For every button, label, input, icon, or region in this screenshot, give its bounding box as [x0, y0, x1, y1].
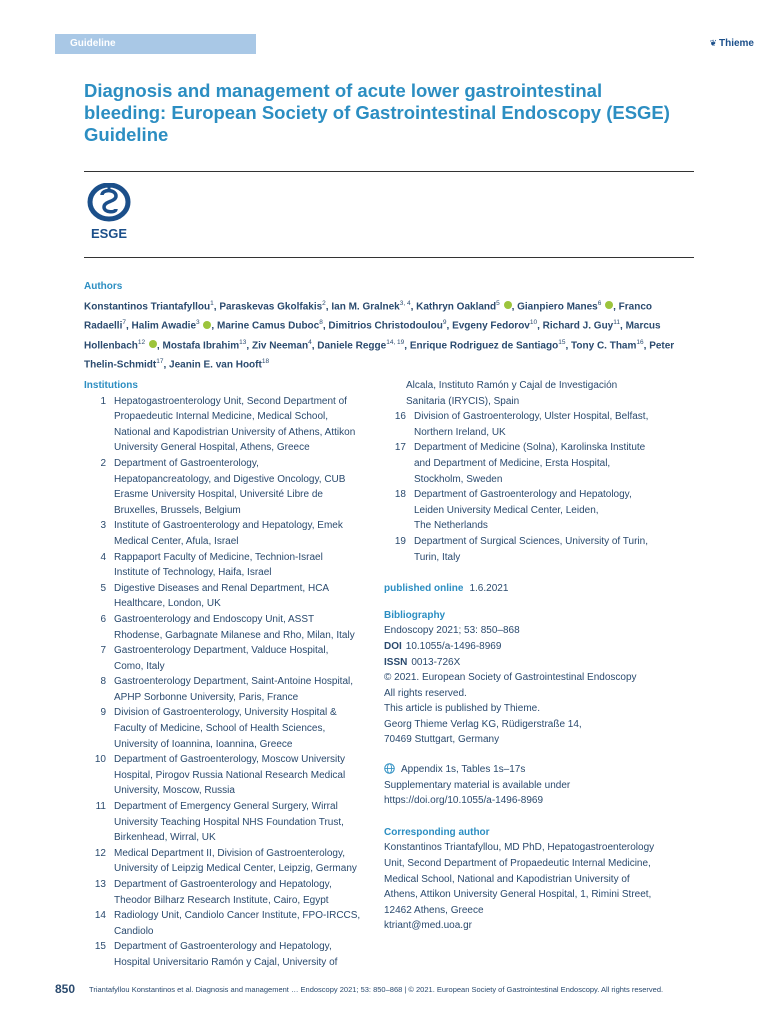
- institution-text: [114, 612, 374, 643]
- institution-line: Department of Surgical Sciences, University of Turin,: [414, 535, 648, 547]
- author-affiliation: 4: [308, 338, 312, 346]
- institution-line: Division of Gastroenterology, University Hospital &: [114, 707, 337, 719]
- orcid-icon[interactable]: [203, 321, 211, 329]
- author-affiliation: 5: [496, 300, 500, 307]
- institution-text: [414, 409, 689, 440]
- author-affiliation: 10: [529, 319, 538, 327]
- institution-line: and Department of Medicine, Ersta Hospital,: [414, 457, 611, 469]
- institution-number: 4: [100, 551, 106, 563]
- institution-text: [114, 799, 374, 846]
- institution-line: Medical Department II, Division of Gastroenterology,: [114, 847, 346, 859]
- institution-item: [84, 752, 374, 799]
- institution-line: Hepatogastroenterology Unit, Second Department of: [114, 395, 347, 407]
- footer-citation: Triantafyllou Konstantinos et al. Diagnosis and management … Endoscopy 2021; 53: 850–868 | © 2021. European Society of Gastrointestinal Endoscopy. All rights reserved.: [89, 985, 664, 994]
- institution-item: [84, 908, 374, 939]
- right-column: [384, 378, 689, 934]
- author-name: Enrique Rodriguez de Santiago: [409, 339, 559, 351]
- institution-line: Radiology Unit, Candiolo Cancer Institute, FPO-IRCCS,: [114, 910, 361, 922]
- institution-text: [114, 456, 374, 518]
- institution-item: [84, 518, 374, 549]
- institution-line: Medical Center, Afula, Israel: [114, 535, 239, 547]
- author-affiliation: 3, 4: [399, 300, 411, 307]
- author-email[interactable]: ktriant@med.uoa.gr: [384, 920, 472, 932]
- author-name: Tony C. Tham: [571, 339, 637, 351]
- institution-line: Stockholm, Sweden: [414, 473, 503, 485]
- author-name: Franco Radaelli: [84, 301, 653, 332]
- institution-line: Candiolo: [114, 925, 154, 937]
- citation: Endoscopy 2021; 53: 850–868: [384, 625, 520, 637]
- author-name: Ziv Neeman: [251, 339, 309, 351]
- corresponding-line: Konstantinos Triantafyllou, MD PhD, Hepatogastroenterology: [384, 842, 655, 854]
- institution-line: Department of Gastroenterology, Moscow University: [114, 754, 346, 766]
- divider-authors: [84, 257, 694, 258]
- author-affiliation: 2: [322, 300, 326, 307]
- doi-label: DOI: [384, 640, 402, 652]
- author-affiliation: 9: [442, 319, 447, 327]
- doi-line: [384, 639, 689, 655]
- author-name: Paraskevas Gkolfakis: [219, 301, 323, 313]
- page-footer: [55, 982, 715, 996]
- institution-text: [114, 581, 374, 612]
- institution-line: Theodor Bilharz Research Institute, Cairo, Egypt: [114, 894, 329, 906]
- institution-item: [84, 394, 374, 456]
- appendix-text: Appendix 1s, Tables 1s–17s: [401, 764, 526, 776]
- institution-line: Division of Gastroenterology, Ulster Hospital, Belfast,: [414, 411, 649, 423]
- institutions-list-left: [84, 394, 374, 971]
- author-name: Peter Thelin-Schmidt: [84, 339, 675, 371]
- author-affiliation: 1: [210, 300, 214, 307]
- institution-line: Faculty of Medicine, School of Health Sciences,: [114, 723, 326, 735]
- globe-icon: [384, 763, 395, 774]
- institution-item: [84, 612, 374, 643]
- author-name: Kathryn Oakland: [416, 301, 497, 313]
- institution-text: [114, 674, 374, 705]
- institution-text: [414, 440, 689, 487]
- corresponding-author: [384, 825, 689, 934]
- author-name: Ian M. Gralnek: [331, 301, 400, 313]
- author-affiliation: 7: [122, 319, 126, 327]
- institution-item: [84, 799, 374, 846]
- institution-line: Hospital, Pirogov Russia National Research Medical: [114, 769, 346, 781]
- author-name: Marcus Hollenbach: [84, 320, 661, 351]
- institution-text: [114, 877, 374, 908]
- institution-item: [384, 534, 689, 565]
- institution-line: Leiden University Medical Center, Leiden,: [414, 504, 599, 516]
- section-label-band: [55, 34, 256, 54]
- institution-item: [384, 440, 689, 487]
- institution-line: Propaedeutic Internal Medicine, Medical School,: [114, 411, 329, 423]
- author-name: Mostafa Ibrahim: [162, 339, 240, 351]
- publisher-city: 70469 Stuttgart, Germany: [384, 734, 500, 746]
- institution-number: 8: [100, 676, 106, 688]
- orcid-icon[interactable]: [149, 340, 157, 348]
- authors-heading: Authors: [84, 281, 123, 292]
- corresponding-heading: Corresponding author: [384, 826, 490, 838]
- author-name: Gianpiero Manes: [517, 301, 598, 313]
- institution-text: [414, 534, 689, 565]
- publisher-logo: [709, 38, 754, 49]
- institution-line: Sanitaria (IRYCIS), Spain: [406, 395, 520, 407]
- supplementary-url[interactable]: https://doi.org/10.1055/a-1496-8969: [384, 795, 544, 807]
- institution-line: Hospital Universitario Ramón y Cajal, University of: [114, 956, 338, 968]
- institution-line: University of Ioannina, Ioannina, Greece: [114, 738, 293, 750]
- corresponding-details: [384, 840, 689, 934]
- author-name: Richard J. Guy: [542, 320, 614, 332]
- institution-item: [84, 674, 374, 705]
- institution-number: 14: [94, 910, 106, 922]
- institution-number: 16: [394, 411, 406, 423]
- institutions-list-right: [384, 409, 689, 565]
- institution-text: [414, 487, 689, 534]
- published-by: This article is published by Thieme.: [384, 703, 540, 715]
- author-list: Konstantinos Triantafyllou$^1$, Paraskevas Gkolfakis$^2$, Ian M. Gralnek$^{3, 4}$, Kathryn Oakland$^5$ , Gianpiero Manes$^6$ , Franco Radaelli$^7$, Halim Awadie$^3$ , Marine Camus Duboc$^8$, Dimitrios Christodoulou$^9$, Evgeny Fedorov$^{10}$, Richard J. Guy$^{11}$, Marcus Hollenbach$^{12}$ , Mostafa Ibrahim$^{13}$, Ziv Neeman$^4$, Daniele Regge$^{14, 19}$, Enrique Rodriguez de Santiago$^{15}$, Tony C. Tham$^{16}$, Peter Thelin-Schmidt$^{17}$, Jeanin E. van Hooft$^{18}$: [84, 300, 675, 371]
- institution-line: Department of Gastroenterology and Hepatology,: [114, 941, 332, 953]
- institution-item: [84, 705, 374, 752]
- copyright: © 2021. European Society of Gastrointestinal Endoscopy: [384, 672, 637, 684]
- institution-line: University General Hospital, Athens, Greece: [114, 442, 310, 454]
- esge-logo: [84, 183, 134, 241]
- corresponding-line: 12462 Athens, Greece: [384, 904, 484, 916]
- publisher-name: Thieme: [718, 38, 754, 49]
- issn-line: [384, 655, 689, 671]
- author-name: Marine Camus Duboc: [216, 320, 320, 332]
- institution-number: 10: [94, 754, 106, 766]
- author-affiliation: 18: [261, 357, 270, 365]
- orcid-icon[interactable]: [605, 301, 613, 309]
- institution-number: 3: [100, 520, 106, 532]
- author-affiliation: 17: [156, 357, 164, 365]
- institution-line: Erasme University Hospital, Université Libre de: [114, 489, 323, 501]
- institution-text: [114, 752, 374, 799]
- institution-line: APHP Sorbonne University, Paris, France: [114, 691, 299, 703]
- author-affiliation: 13: [239, 338, 247, 346]
- author-affiliation: 8: [319, 319, 323, 327]
- institution-text: [114, 643, 374, 674]
- institution-number: 11: [95, 801, 106, 813]
- author-affiliation: 16: [636, 338, 644, 346]
- issn-label: ISSN: [384, 656, 408, 668]
- institution-item: [84, 846, 374, 877]
- section-label: Guideline: [70, 38, 116, 49]
- author-name: Konstantinos Triantafyllou: [84, 301, 211, 313]
- institution-number: 13: [94, 879, 106, 890]
- institution-text: [114, 550, 374, 581]
- publisher-address: Georg Thieme Verlag KG, Rüdigerstraße 14,: [384, 718, 582, 730]
- institution-line: Gastroenterology Department, Valduce Hospital,: [114, 645, 329, 657]
- institution-number: 9: [100, 707, 106, 719]
- institution-line: Gastroenterology and Endoscopy Unit, ASST: [114, 613, 315, 625]
- author-affiliation: 6: [597, 300, 602, 307]
- institution-item: [84, 939, 374, 970]
- institution-line: Alcala, Instituto Ramón y Cajal de Investigación: [406, 380, 618, 391]
- institution-text: [114, 518, 374, 549]
- corresponding-line: Athens, Attikon University General Hospital, 1, Rimini Street,: [384, 889, 652, 901]
- divider-top: [84, 171, 694, 172]
- institution-line: Turin, Italy: [414, 551, 461, 563]
- institution-line: University Teaching Hospital NHS Foundation Trust,: [114, 816, 344, 828]
- doi-link[interactable]: 10.1055/a-1496-8969: [405, 640, 502, 652]
- author-name: Halim Awadie: [131, 320, 197, 332]
- published-online: [384, 581, 689, 597]
- institution-text: [114, 908, 374, 939]
- institution-line: Como, Italy: [114, 660, 165, 672]
- institution-item: [84, 643, 374, 674]
- thieme-logo-icon: ❦: [709, 38, 717, 48]
- institution-line: Bruxelles, Brussels, Belgium: [114, 504, 241, 516]
- author-name: Dimitrios Christodoulou: [328, 320, 443, 332]
- institution-number: 18: [394, 489, 406, 501]
- author-affiliation: 15: [558, 338, 566, 346]
- institution-item: [84, 456, 374, 518]
- institution-line: Healthcare, London, UK: [114, 598, 221, 610]
- logo-text: ESGE: [90, 226, 128, 241]
- published-online-label: published online: [384, 583, 464, 595]
- institution-number: 19: [394, 535, 406, 547]
- institution-line: Northern Ireland, UK: [414, 426, 506, 438]
- institution-line: Gastroenterology Department, Saint-Antoine Hospital,: [114, 676, 354, 688]
- institution-number: 2: [100, 457, 106, 469]
- institution-line: Department of Gastroenterology and Hepatology,: [114, 879, 332, 890]
- bibliography-heading: Bibliography: [384, 609, 446, 621]
- esge-emblem-icon: [90, 185, 128, 219]
- institution-line: National and Kapodistrian University of Athens, Attikon: [114, 426, 356, 438]
- author-name: Daniele Regge: [317, 339, 387, 351]
- institutions-heading: Institutions: [84, 380, 138, 391]
- author-affiliation: 3: [196, 319, 200, 327]
- institution-number: 6: [100, 613, 106, 625]
- institution-line: Digestive Diseases and Renal Department, HCA: [114, 582, 330, 594]
- institution-text: [114, 705, 374, 752]
- issn-value: 0013-726X: [411, 656, 461, 668]
- institution-line: Institute of Technology, Haifa, Israel: [114, 567, 272, 579]
- supplementary: [384, 762, 689, 809]
- institution-line: Department of Gastroenterology,: [114, 457, 259, 469]
- institution-line: Rappaport Faculty of Medicine, Technion-Israel: [114, 551, 323, 563]
- institution-text: [114, 939, 374, 970]
- page-number: 850: [55, 982, 76, 996]
- institution-line: Department of Medicine (Solna), Karolinska Institute: [414, 442, 646, 454]
- left-column: [84, 378, 374, 971]
- institution-line: Department of Gastroenterology and Hepatology,: [414, 489, 632, 501]
- author-affiliation: 11: [613, 319, 620, 327]
- institution-number: 5: [100, 582, 106, 594]
- institution-line: Department of Emergency General Surgery, Wirral: [114, 801, 338, 813]
- institution-15-continued: [384, 378, 689, 409]
- institution-line: Hepatopancreatology, and Digestive Oncology, CUB: [114, 473, 346, 485]
- author-name: Jeanin E. van Hooft: [169, 359, 262, 371]
- institution-text: [114, 394, 374, 456]
- institution-number: 1: [100, 395, 106, 407]
- rights: All rights reserved.: [384, 687, 467, 699]
- institution-text: [114, 846, 374, 877]
- supplementary-note: Supplementary material is available under: [384, 779, 571, 791]
- institution-line: University of Leipzig Medical Center, Leipzig, Germany: [114, 863, 357, 875]
- bibliography: [384, 608, 689, 748]
- institution-line: Institute of Gastroenterology and Hepatology, Emek: [114, 520, 343, 532]
- appendix-line: [384, 762, 689, 778]
- corresponding-line: Medical School, National and Kapodistrian University of: [384, 873, 630, 885]
- orcid-icon[interactable]: [504, 301, 512, 309]
- author-affiliation: 12: [137, 338, 146, 346]
- institution-item: [84, 581, 374, 612]
- institution-item: [84, 550, 374, 581]
- author-affiliation: 14, 19: [386, 338, 405, 346]
- institution-number: 15: [94, 941, 106, 953]
- article-title: Diagnosis and management of acute lower gastrointestinal bleeding: European Society of Gastrointestinal Endoscopy (ESGE) Guideline: [84, 80, 670, 145]
- institution-item: [84, 877, 374, 908]
- institution-number: 7: [100, 645, 106, 657]
- corresponding-line: Unit, Second Department of Propaedeutic Internal Medicine,: [384, 858, 651, 870]
- institution-number: 12: [94, 847, 106, 859]
- institution-number: 17: [394, 442, 406, 454]
- author-name: Evgeny Fedorov: [452, 320, 530, 332]
- institution-line: Birkenhead, Wirral, UK: [114, 832, 216, 844]
- published-online-date: 1.6.2021: [469, 583, 509, 595]
- institution-line: Rhodense, Garbagnate Milanese and Rho, Milan, Italy: [114, 629, 355, 641]
- institution-item: [384, 487, 689, 534]
- institution-line: The Netherlands: [414, 520, 488, 532]
- institution-line: University, Moscow, Russia: [114, 785, 235, 797]
- institution-item: [384, 409, 689, 440]
